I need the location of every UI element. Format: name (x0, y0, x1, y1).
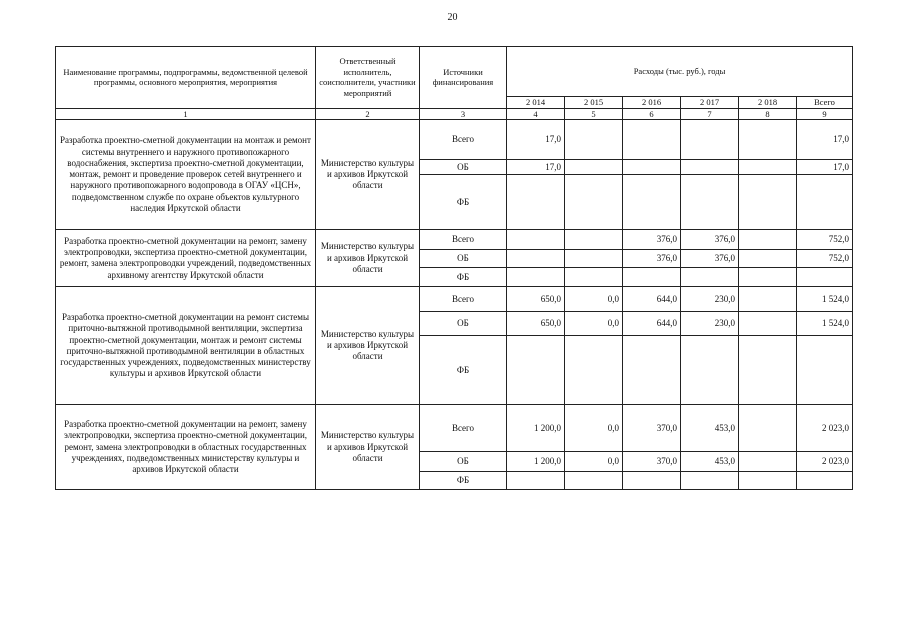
table-row (56, 405, 853, 452)
year-value-cell: 0,0 (565, 287, 623, 312)
total-value-cell (797, 268, 853, 287)
table-row (56, 120, 853, 160)
year-value-cell: 370,0 (623, 452, 681, 472)
table-row (56, 287, 853, 312)
col-number: 7 (681, 108, 739, 120)
year-value-cell (623, 472, 681, 490)
year-value-cell: 1 200,0 (507, 405, 565, 452)
source-label-cell: ФБ (420, 472, 507, 490)
page-number: 20 (447, 12, 458, 23)
col-number: 1 (56, 108, 316, 120)
col-number: 3 (420, 108, 507, 120)
year-value-cell: 453,0 (681, 452, 739, 472)
program-name-cell: Разработка проектно-сметной документации на ремонт системы приточно-вытяжной противодымной вентиляции, экспертиза проектно-сметной документации, монтаж и ремонт системы приточно-вытяжной противодымной вентиляции в областных государственных учреждениях, подведомственных министерству культуры и архивов Иркутской области (56, 287, 316, 405)
year-value-cell: 0,0 (565, 452, 623, 472)
year-value-cell (507, 472, 565, 490)
source-label-cell: ФБ (420, 175, 507, 230)
year-value-cell (565, 120, 623, 160)
year-value-cell (565, 472, 623, 490)
source-label-cell: Всего (420, 405, 507, 452)
header-year: 2 015 (565, 97, 623, 109)
year-value-cell (739, 160, 797, 175)
total-value-cell: 2 023,0 (797, 405, 853, 452)
col-number: 2 (316, 108, 420, 120)
year-value-cell (507, 336, 565, 405)
source-label-cell: ОБ (420, 312, 507, 336)
year-value-cell (623, 175, 681, 230)
header-year: 2 018 (739, 97, 797, 109)
year-value-cell (565, 268, 623, 287)
header-total: Всего (797, 97, 853, 109)
year-value-cell: 650,0 (507, 312, 565, 336)
col-number: 8 (739, 108, 797, 120)
year-value-cell: 230,0 (681, 287, 739, 312)
year-value-cell (681, 336, 739, 405)
budget-table (55, 46, 853, 490)
total-value-cell: 17,0 (797, 160, 853, 175)
header-year: 2 016 (623, 97, 681, 109)
year-value-cell: 650,0 (507, 287, 565, 312)
program-name-cell: Разработка проектно-сметной документации на ремонт, замену электропроводки, экспертиза проектно-сметной документации, ремонт, замена электропроводки учреждений, подведомственных архивному агентству Иркутской области (56, 230, 316, 287)
header-year: 2 017 (681, 97, 739, 109)
year-value-cell (565, 250, 623, 268)
col-number: 6 (623, 108, 681, 120)
year-value-cell (739, 472, 797, 490)
year-value-cell (565, 230, 623, 250)
year-value-cell (739, 336, 797, 405)
year-value-cell (507, 230, 565, 250)
source-label-cell: Всего (420, 120, 507, 160)
col-number: 9 (797, 108, 853, 120)
program-name-cell: Разработка проектно-сметной документации на монтаж и ремонт системы внутреннего и наружного противопожарного водоснабжения, экспертиза проектно-сметной документации, монтаж, ремонт и проведение проверок сетей внутреннего и наружного противопожарного водопровода в ОГАУ «ЦСН», подведомственном службе по охране объектов культурного наследия Иркутской области (56, 120, 316, 230)
year-value-cell: 1 200,0 (507, 452, 565, 472)
year-value-cell (507, 250, 565, 268)
year-value-cell (507, 175, 565, 230)
responsible-cell: Министерство культуры и архивов Иркутской области (316, 405, 420, 490)
year-value-cell (681, 160, 739, 175)
year-value-cell (739, 312, 797, 336)
year-value-cell (739, 268, 797, 287)
header-responsible: Ответственный исполнитель, соисполнители, участники мероприятий (316, 47, 420, 109)
table-row (56, 230, 853, 250)
total-value-cell (797, 175, 853, 230)
header-name: Наименование программы, подпрограммы, ведомственной целевой программы, основного мероприятия, мероприятия (56, 47, 316, 109)
total-value-cell: 1 524,0 (797, 312, 853, 336)
year-value-cell: 230,0 (681, 312, 739, 336)
year-value-cell (739, 405, 797, 452)
year-value-cell: 0,0 (565, 405, 623, 452)
year-value-cell (681, 472, 739, 490)
year-value-cell: 0,0 (565, 312, 623, 336)
year-value-cell (565, 336, 623, 405)
total-value-cell (797, 336, 853, 405)
year-value-cell (623, 120, 681, 160)
year-value-cell: 370,0 (623, 405, 681, 452)
year-value-cell (739, 287, 797, 312)
source-label-cell: ОБ (420, 250, 507, 268)
year-value-cell: 17,0 (507, 120, 565, 160)
total-value-cell: 752,0 (797, 250, 853, 268)
year-value-cell (739, 230, 797, 250)
year-value-cell: 376,0 (681, 230, 739, 250)
program-name-cell: Разработка проектно-сметной документации на ремонт, замену электропроводки, экспертиза проектно-сметной документации, ремонт, замена электропроводки в областных государственных учреждениях, подведомственных министерству культуры и архивов Иркутской области (56, 405, 316, 490)
year-value-cell (739, 175, 797, 230)
total-value-cell: 17,0 (797, 120, 853, 160)
col-number: 4 (507, 108, 565, 120)
year-value-cell: 644,0 (623, 312, 681, 336)
year-value-cell (681, 120, 739, 160)
year-value-cell: 376,0 (623, 230, 681, 250)
year-value-cell (739, 452, 797, 472)
year-value-cell: 17,0 (507, 160, 565, 175)
header-sources: Источники финансирования (420, 47, 507, 109)
source-label-cell: ФБ (420, 336, 507, 405)
source-label-cell: Всего (420, 230, 507, 250)
year-value-cell (565, 160, 623, 175)
responsible-cell: Министерство культуры и архивов Иркутской области (316, 230, 420, 287)
year-value-cell (623, 336, 681, 405)
year-value-cell (565, 175, 623, 230)
year-value-cell: 376,0 (681, 250, 739, 268)
responsible-cell: Министерство культуры и архивов Иркутской области (316, 120, 420, 230)
total-value-cell: 2 023,0 (797, 452, 853, 472)
col-number: 5 (565, 108, 623, 120)
source-label-cell: Всего (420, 287, 507, 312)
year-value-cell: 453,0 (681, 405, 739, 452)
source-label-cell: ОБ (420, 452, 507, 472)
total-value-cell: 752,0 (797, 230, 853, 250)
year-value-cell (739, 250, 797, 268)
source-label-cell: ФБ (420, 268, 507, 287)
total-value-cell (797, 472, 853, 490)
year-value-cell (739, 120, 797, 160)
year-value-cell (623, 268, 681, 287)
responsible-cell: Министерство культуры и архивов Иркутской области (316, 287, 420, 405)
header-year: 2 014 (507, 97, 565, 109)
year-value-cell (507, 268, 565, 287)
source-label-cell: ОБ (420, 160, 507, 175)
year-value-cell (681, 268, 739, 287)
year-value-cell: 644,0 (623, 287, 681, 312)
year-value-cell: 376,0 (623, 250, 681, 268)
year-value-cell (681, 175, 739, 230)
header-expenses: Расходы (тыс. руб.), годы (507, 47, 853, 97)
total-value-cell: 1 524,0 (797, 287, 853, 312)
year-value-cell (623, 160, 681, 175)
